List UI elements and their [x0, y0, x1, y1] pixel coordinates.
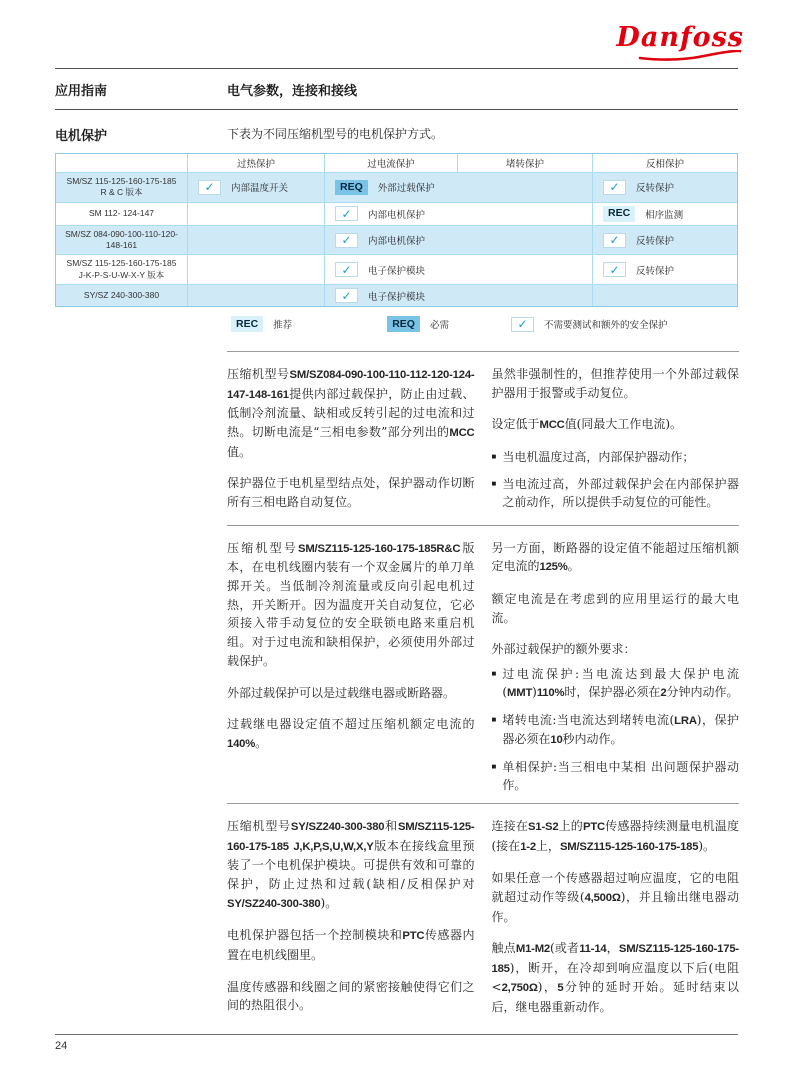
bullet-square-icon: ■ [491, 669, 497, 679]
table-row [56, 226, 737, 256]
cell-label: 电子保护模块 [368, 265, 426, 277]
latin-run: 5 [557, 982, 564, 995]
latin-run: 4,500Ω [584, 891, 621, 904]
overcurrent-cell [325, 226, 593, 255]
req-badge: REQ [387, 316, 420, 332]
cell-label: 反转保护 [636, 265, 675, 277]
overcurrent-cell [325, 173, 593, 202]
header-model [56, 154, 188, 172]
bullet-item [492, 448, 740, 466]
reverse-phase-cell [593, 226, 737, 255]
latin-run: S1-S2 [528, 821, 559, 833]
model-line: SM/SZ 115-125-160-175-185 [66, 176, 177, 186]
reverse-phase-cell [593, 255, 737, 284]
model-line: R & C 版本 [100, 187, 143, 198]
model-line: SM/SZ 084-090-100-110-120- [65, 228, 178, 239]
rec-badge: REC [603, 206, 635, 222]
latin-run: MCC [539, 419, 565, 432]
paragraph: 电机保护器包括一个控制模块和PTC传感器内置在电机线圈里。 [227, 928, 475, 962]
bullet-square-icon: ■ [491, 452, 497, 462]
latin-run: SM/SZ115-125-160-175-185 [559, 840, 699, 853]
overheat-cell [188, 285, 325, 306]
latin-run: SM/SZ115-125-160-175-185 [491, 943, 739, 975]
left-column [227, 539, 475, 803]
paragraph: 如果任意一个传感器超过响应温度，它的电阻就超过动作等级(4,500Ω)，并且输出继电器动作。 [491, 871, 740, 924]
overcurrent-cell [325, 285, 593, 306]
cell-label: 外部过载保护 [377, 183, 435, 195]
bullet-text: 过电流保护:当电流达到最大保护电流(MMT)110%时，保护器必须在2分钟内动作。 [502, 667, 739, 700]
check-icon: ✓ [335, 206, 358, 221]
latin-run: MMT [507, 687, 533, 700]
motor-protection-heading-row [55, 110, 738, 144]
latin-run: 140% [227, 738, 256, 751]
left-column [227, 817, 475, 1030]
req-badge: REQ [335, 180, 368, 196]
cell-label: 相序监测 [645, 209, 684, 221]
paragraph: 虽然非强制性的，但推荐使用一个外部过载保护器用于报警或手动复位。 [491, 367, 739, 400]
bullet-text: 单相保护:当三相电中某相 出问题保护器动作。 [502, 760, 739, 792]
paragraph: 设定低于MCC值(同最大工作电流)。 [491, 417, 683, 432]
table-row [56, 285, 737, 306]
latin-run: 110% [536, 687, 565, 700]
paragraph: 温度传感器和线圈之间的紧密接触使得它们之间的热阻很小。 [227, 979, 475, 1013]
model-cell [56, 203, 188, 225]
header-reverse-phase: 反相保护 [645, 159, 684, 170]
paragraph: 触点M1-M2(或者11-14，SM/SZ115-125-160-175-185)，断开，在冷却到响应温度以下后(电阻<2,750Ω)，5分钟的延时开始。延时结束以后，继电器重新动作。 [491, 941, 739, 1015]
model-cell [56, 173, 188, 202]
cell-label: 内部电机保护 [368, 209, 426, 221]
legend-recommended [231, 316, 292, 332]
check-icon: ✓ [335, 288, 358, 303]
model-line: J-K-P-S-U-W-X-Y 版本 [78, 269, 165, 280]
paragraph: 连接在S1-S2上的PTC传感器持续测量电机温度(接在1-2上，SM/SZ115-125-160-175-185)。 [491, 819, 739, 853]
header-overcurrent: 过电流保护 [325, 154, 458, 172]
reverse-phase-cell [593, 203, 737, 225]
bullet-text: 当电流过高，外部过载保护会在内部保护器之前动作，所以提供手动复位的可能性。 [502, 477, 739, 510]
model-line: 148-161 [105, 240, 138, 250]
footer-rule [55, 1034, 738, 1035]
legend-no-test-needed [511, 317, 668, 332]
motor-protection-title: 电机保护 [55, 128, 108, 143]
right-column [492, 365, 740, 525]
cell-label: 内部电机保护 [368, 236, 426, 247]
overheat-cell [188, 226, 325, 255]
latin-run: SY/SZ240-300-380 [227, 897, 321, 910]
check-icon: ✓ [603, 262, 626, 277]
danfoss-logo-text: Danfoss [616, 22, 744, 53]
chapter-title: 电气参数，连接和接线 [227, 83, 358, 98]
paragraph: 压缩机型号SM/SZ084-090-100-110-112-120-124-147-148-161提供内部过载保护，防止由过载、低制冷剂流量、缺相或反转引起的过电流和过热。切断电流是“三相电参数”部分列出的MCC值。 [227, 367, 475, 459]
latin-run: SM/SZ084-090-100-110-112-120-124-147-148-161 [227, 369, 475, 401]
paragraph: 压缩机型号SY/SZ240-300-380和SM/SZ115-125-160-175-185 J,K,P,S,U,W,X,Y版本在接线盒里预装了一个电机保护模块。可提供有效和可靠的保护，防止过热和过载(缺相/反相保护对SY/SZ240-300-380)。 [227, 819, 475, 910]
model-line: SM/SZ 115-125-160-175-185 [66, 258, 177, 269]
overcurrent-cell [325, 203, 593, 225]
model-cell [56, 255, 188, 284]
check-icon: ✓ [335, 262, 358, 277]
latin-run: M1-M2 [515, 943, 551, 956]
page-number: 24 [55, 1040, 68, 1052]
overheat-cell [188, 173, 325, 202]
reverse-phase-cell [593, 173, 737, 202]
text-section-internal-overload [227, 351, 739, 525]
paragraph: 外部过载保护的额外要求： [491, 642, 636, 657]
check-icon: ✓ [603, 180, 626, 195]
latin-run: 11-14 [579, 943, 607, 956]
model-line: SY/SZ 240-300-380 [83, 290, 160, 301]
latin-run: SM/SZ115-125-160-175-185 [227, 821, 475, 853]
latin-run: J,K,P,S,U,W,X,Y [293, 840, 374, 853]
bullet-item [492, 711, 740, 749]
bullet-square-icon: ■ [491, 479, 497, 489]
latin-run: SM/SZ115-125-160-175-185R&C [298, 542, 461, 555]
model-cell [56, 285, 188, 306]
latin-run: SY/SZ240-300-380 [290, 821, 385, 833]
header-locked-rotor: 堵转保护 [458, 154, 593, 172]
paragraph: 保护器位于电机星型结点处，保护器动作切断所有三相电路自动复位。 [227, 476, 475, 509]
bullet-item [492, 758, 740, 794]
latin-run: LRA [674, 715, 697, 728]
overheat-cell [188, 255, 325, 284]
cell-label: 电子保护模块 [368, 291, 426, 303]
latin-run: 1-2 [520, 840, 536, 853]
cell-label: 反转保护 [636, 236, 675, 247]
cell-label: 必需 [429, 320, 449, 332]
reverse-phase-cell [593, 285, 737, 306]
model-cell [56, 226, 188, 255]
bullet-square-icon: ■ [491, 715, 497, 725]
bullet-item [492, 475, 740, 511]
latin-run: 125% [539, 561, 568, 574]
overcurrent-cell [325, 255, 593, 284]
check-icon: ✓ [511, 317, 534, 332]
bullet-text: 堵转电流:当电流达到堵转电流(LRA)，保护器必须在10秒内动作。 [502, 713, 739, 747]
model-line: SM 112- 124-147 [88, 208, 155, 218]
paragraph: 额定电流是在考虑到的应用里运行的最大电流。 [491, 592, 739, 625]
text-section-bimetal-switch [227, 525, 739, 803]
table-legend [227, 316, 738, 332]
paragraph: 外部过载保护可以是过载继电器或断路器。 [227, 685, 456, 700]
rec-badge: REC [231, 316, 263, 332]
left-column [227, 365, 475, 525]
table-row [56, 203, 737, 226]
motor-protection-intro: 下表为不同压缩机型号的电机保护方式。 [227, 127, 444, 141]
overheat-cell [188, 203, 325, 225]
paragraph: 另一方面，断路器的设定值不能超过压缩机额定电流的125%。 [491, 540, 739, 574]
cell-label: 反转保护 [636, 183, 675, 195]
cell-label: 推荐 [273, 320, 293, 332]
doc-type-label: 应用指南 [55, 83, 108, 98]
cell-label: 不需要测试和额外的安全保护 [543, 320, 668, 332]
check-icon: ✓ [335, 233, 358, 248]
bullet-text: 当电机温度过高，内部保护器动作； [502, 450, 695, 465]
danfoss-logo [0, 0, 790, 65]
legend-required [387, 316, 449, 332]
right-column [492, 539, 740, 803]
table-header-row [56, 154, 737, 173]
title-bar [55, 69, 738, 109]
latin-run: 2,750Ω [501, 982, 538, 995]
latin-run: PTC [402, 930, 425, 943]
check-icon: ✓ [603, 233, 626, 248]
header-overheat: 过热保护 [188, 154, 325, 172]
latin-run: 10 [550, 734, 563, 747]
table-row [56, 173, 737, 203]
cell-label: 内部温度开关 [231, 183, 289, 195]
table-row [56, 255, 737, 285]
bullet-square-icon: ■ [491, 762, 497, 771]
protection-table [55, 153, 738, 307]
bullet-item [492, 665, 740, 702]
right-column [492, 817, 740, 1030]
text-section-protection-module [227, 803, 739, 1030]
latin-run: 2 [660, 687, 667, 700]
check-icon: ✓ [198, 180, 221, 195]
paragraph: 过载继电器设定值不超过压缩机额定电流的140%。 [227, 717, 475, 751]
latin-run: MCC [449, 426, 475, 439]
latin-run: PTC [583, 821, 605, 833]
paragraph: 压缩机型号SM/SZ115-125-160-175-185R&C版本，在电机线圈内装有一个双金属片的单刀单掷开关。当低制冷剂流量或反向引起电机过热，开关断开。因为温度开关自动复位，它必须接入带手动复位的安全联锁电路来重启机组。对于过电流和缺相保护，必须使用外部过载保护。 [227, 540, 475, 668]
